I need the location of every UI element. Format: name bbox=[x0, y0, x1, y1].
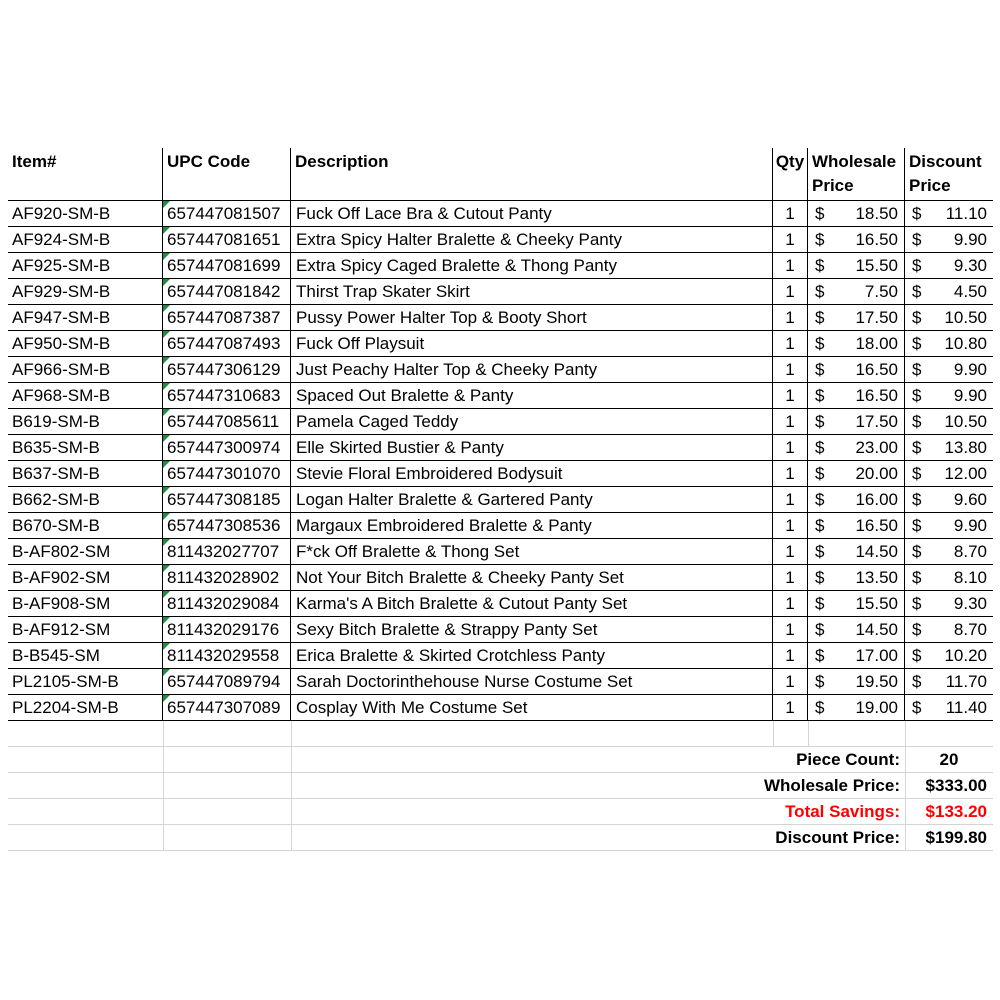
wholesale-price-cell[interactable] bbox=[808, 435, 905, 460]
currency-symbol: $ bbox=[815, 620, 825, 639]
wholesale-price-cell[interactable] bbox=[808, 201, 905, 226]
wholesale-price-cell[interactable] bbox=[808, 487, 905, 512]
table-row bbox=[8, 591, 993, 617]
wholesale-price-value: 17.00 bbox=[855, 646, 898, 665]
upc-code-value: 657447301070 bbox=[167, 464, 281, 483]
discount-price-cell[interactable] bbox=[905, 305, 993, 330]
discount-price-value: 4.50 bbox=[953, 282, 987, 301]
item-number-cell[interactable]: B635-SM-B bbox=[8, 435, 163, 460]
qty-cell[interactable]: 1 bbox=[773, 565, 808, 590]
qty-cell[interactable]: 1 bbox=[773, 461, 808, 486]
description-cell[interactable]: Extra Spicy Halter Bralette & Cheeky Panty bbox=[291, 227, 773, 252]
table-row bbox=[8, 305, 993, 331]
currency-symbol: $ bbox=[912, 646, 922, 665]
number-stored-as-text-indicator-icon bbox=[163, 435, 170, 442]
discount-price-value: 9.90 bbox=[953, 516, 987, 535]
item-number-cell[interactable]: AF925-SM-B bbox=[8, 253, 163, 278]
wholesale-price-cell[interactable] bbox=[808, 669, 905, 694]
description-cell[interactable]: Spaced Out Bralette & Panty bbox=[291, 383, 773, 408]
table-row bbox=[8, 565, 993, 591]
wholesale-price-value: 14.50 bbox=[855, 542, 898, 561]
item-number-cell[interactable]: B637-SM-B bbox=[8, 461, 163, 486]
discount-price-cell[interactable] bbox=[905, 357, 993, 382]
currency-symbol: $ bbox=[912, 438, 922, 457]
discount-price-cell[interactable] bbox=[905, 383, 993, 408]
header-qty[interactable]: Qty bbox=[773, 148, 808, 200]
currency-symbol: $ bbox=[912, 308, 922, 327]
description-cell[interactable]: Sexy Bitch Bralette & Strappy Panty Set bbox=[291, 617, 773, 642]
description-cell[interactable]: Stevie Floral Embroidered Bodysuit bbox=[291, 461, 773, 486]
discount-price-value: 11.40 bbox=[945, 698, 987, 717]
currency-symbol: $ bbox=[815, 646, 825, 665]
item-number-cell[interactable]: B-AF908-SM bbox=[8, 591, 163, 616]
wholesale-price-value: 16.50 bbox=[855, 516, 898, 535]
description-cell[interactable]: Pamela Caged Teddy bbox=[291, 409, 773, 434]
header-wholesale-line2: Price bbox=[812, 176, 854, 195]
wholesale-price-value: 19.50 bbox=[855, 672, 898, 691]
discount-price-value: 11.10 bbox=[945, 204, 987, 223]
wholesale-price-cell[interactable] bbox=[808, 643, 905, 668]
discount-price-cell[interactable] bbox=[905, 539, 993, 564]
upc-code-value: 657447089794 bbox=[167, 672, 281, 691]
header-item-number[interactable]: Item# bbox=[8, 148, 163, 200]
currency-symbol: $ bbox=[815, 568, 825, 587]
currency-symbol: $ bbox=[815, 334, 825, 353]
upc-code-cell[interactable] bbox=[163, 487, 291, 512]
discount-price-value: 8.70 bbox=[953, 542, 987, 561]
description-cell[interactable]: Karma's A Bitch Bralette & Cutout Panty Set bbox=[291, 591, 773, 616]
discount-price-value: 9.30 bbox=[953, 256, 987, 275]
description-cell[interactable]: Just Peachy Halter Top & Cheeky Panty bbox=[291, 357, 773, 382]
qty-cell[interactable]: 1 bbox=[773, 513, 808, 538]
discount-price-cell[interactable] bbox=[905, 565, 993, 590]
summary-row bbox=[8, 747, 993, 773]
table-row bbox=[8, 383, 993, 409]
gridline bbox=[291, 721, 292, 851]
upc-code-value: 657447306129 bbox=[167, 360, 281, 379]
upc-code-cell[interactable] bbox=[163, 383, 291, 408]
table-body bbox=[8, 201, 993, 721]
item-number-cell[interactable]: B662-SM-B bbox=[8, 487, 163, 512]
number-stored-as-text-indicator-icon bbox=[163, 617, 170, 624]
qty-cell[interactable]: 1 bbox=[773, 695, 808, 720]
upc-code-value: 811432029558 bbox=[167, 646, 280, 665]
summary-label[interactable]: Total Savings: bbox=[785, 802, 900, 821]
qty-cell[interactable]: 1 bbox=[773, 591, 808, 616]
discount-price-cell[interactable] bbox=[905, 513, 993, 538]
qty-cell[interactable]: 1 bbox=[773, 201, 808, 226]
currency-symbol: $ bbox=[912, 230, 922, 249]
upc-code-value: 657447081651 bbox=[167, 230, 281, 249]
currency-symbol: $ bbox=[815, 464, 825, 483]
discount-price-cell[interactable] bbox=[905, 695, 993, 720]
description-cell[interactable]: Not Your Bitch Bralette & Cheeky Panty Set bbox=[291, 565, 773, 590]
wholesale-price-value: 17.50 bbox=[855, 308, 898, 327]
discount-price-value: 9.90 bbox=[953, 230, 987, 249]
table-row bbox=[8, 487, 993, 513]
table-row bbox=[8, 669, 993, 695]
upc-code-value: 811432027707 bbox=[167, 542, 280, 561]
currency-symbol: $ bbox=[815, 490, 825, 509]
wholesale-price-cell[interactable] bbox=[808, 331, 905, 356]
table-row bbox=[8, 435, 993, 461]
description-cell[interactable]: F*ck Off Bralette & Thong Set bbox=[291, 539, 773, 564]
currency-symbol: $ bbox=[912, 594, 922, 613]
wholesale-price-value: 13.50 bbox=[855, 568, 898, 587]
gridline bbox=[905, 721, 906, 851]
discount-price-value: 9.30 bbox=[953, 594, 987, 613]
upc-code-value: 657447310683 bbox=[167, 386, 281, 405]
summary-label[interactable]: Wholesale Price: bbox=[763, 776, 900, 795]
qty-cell[interactable]: 1 bbox=[773, 487, 808, 512]
currency-symbol: $ bbox=[912, 386, 922, 405]
item-number-cell[interactable]: B670-SM-B bbox=[8, 513, 163, 538]
discount-price-cell[interactable] bbox=[905, 201, 993, 226]
discount-price-cell[interactable] bbox=[905, 279, 993, 304]
description-cell[interactable]: Extra Spicy Caged Bralette & Thong Panty bbox=[291, 253, 773, 278]
currency-symbol: $ bbox=[912, 698, 922, 717]
item-number-cell[interactable]: AF920-SM-B bbox=[8, 201, 163, 226]
upc-code-cell[interactable] bbox=[163, 695, 291, 720]
number-stored-as-text-indicator-icon bbox=[163, 513, 170, 520]
upc-code-cell[interactable] bbox=[163, 617, 291, 642]
upc-code-value: 811432028902 bbox=[167, 568, 280, 587]
item-number-cell[interactable]: PL2105-SM-B bbox=[8, 669, 163, 694]
currency-symbol: $ bbox=[815, 698, 825, 717]
discount-price-value: 10.50 bbox=[944, 308, 987, 327]
gridline bbox=[8, 850, 993, 851]
item-number-cell[interactable]: PL2204-SM-B bbox=[8, 695, 163, 720]
wholesale-price-cell[interactable] bbox=[808, 383, 905, 408]
description-cell[interactable]: Fuck Off Lace Bra & Cutout Panty bbox=[291, 201, 773, 226]
summary-label[interactable]: Discount Price: bbox=[775, 828, 900, 847]
number-stored-as-text-indicator-icon bbox=[163, 305, 170, 312]
upc-code-value: 657447085611 bbox=[167, 412, 280, 431]
item-number-cell[interactable]: AF947-SM-B bbox=[8, 305, 163, 330]
currency-symbol: $ bbox=[815, 282, 825, 301]
number-stored-as-text-indicator-icon bbox=[163, 539, 170, 546]
upc-code-cell[interactable] bbox=[163, 435, 291, 460]
wholesale-price-value: 7.50 bbox=[864, 282, 898, 301]
number-stored-as-text-indicator-icon bbox=[163, 279, 170, 286]
wholesale-price-cell[interactable] bbox=[808, 695, 905, 720]
wholesale-price-cell[interactable] bbox=[808, 591, 905, 616]
item-number-cell[interactable]: B-AF912-SM bbox=[8, 617, 163, 642]
upc-code-cell[interactable] bbox=[163, 461, 291, 486]
qty-cell[interactable]: 1 bbox=[773, 643, 808, 668]
table-row bbox=[8, 331, 993, 357]
qty-cell[interactable]: 1 bbox=[773, 539, 808, 564]
table-row bbox=[8, 201, 993, 227]
upc-code-value: 657447308536 bbox=[167, 516, 281, 535]
number-stored-as-text-indicator-icon bbox=[163, 227, 170, 234]
header-description[interactable]: Description bbox=[291, 148, 773, 200]
qty-cell[interactable]: 1 bbox=[773, 435, 808, 460]
discount-price-value: 10.50 bbox=[944, 412, 987, 431]
currency-symbol: $ bbox=[912, 256, 922, 275]
upc-code-cell[interactable] bbox=[163, 253, 291, 278]
number-stored-as-text-indicator-icon bbox=[163, 643, 170, 650]
summary-value[interactable]: $199.80 bbox=[925, 828, 987, 847]
upc-code-cell[interactable] bbox=[163, 513, 291, 538]
discount-price-cell[interactable] bbox=[905, 435, 993, 460]
currency-symbol: $ bbox=[815, 672, 825, 691]
item-number-cell[interactable]: AF966-SM-B bbox=[8, 357, 163, 382]
header-wholesale-line1: Wholesale bbox=[812, 152, 897, 171]
number-stored-as-text-indicator-icon bbox=[163, 695, 170, 702]
wholesale-price-value: 17.50 bbox=[855, 412, 898, 431]
wholesale-price-value: 20.00 bbox=[855, 464, 898, 483]
number-stored-as-text-indicator-icon bbox=[163, 409, 170, 416]
qty-cell[interactable]: 1 bbox=[773, 331, 808, 356]
table-row bbox=[8, 227, 993, 253]
wholesale-price-cell[interactable] bbox=[808, 409, 905, 434]
number-stored-as-text-indicator-icon bbox=[163, 461, 170, 468]
description-cell[interactable]: Logan Halter Bralette & Gartered Panty bbox=[291, 487, 773, 512]
gridline bbox=[8, 772, 993, 773]
table-row bbox=[8, 253, 993, 279]
upc-code-cell[interactable] bbox=[163, 357, 291, 382]
upc-code-cell[interactable] bbox=[163, 279, 291, 304]
item-number-cell[interactable]: B-AF902-SM bbox=[8, 565, 163, 590]
wholesale-price-value: 18.50 bbox=[855, 204, 898, 223]
discount-price-value: 10.20 bbox=[944, 646, 987, 665]
wholesale-price-value: 14.50 bbox=[855, 620, 898, 639]
currency-symbol: $ bbox=[815, 542, 825, 561]
wholesale-price-value: 15.50 bbox=[855, 594, 898, 613]
currency-symbol: $ bbox=[912, 490, 922, 509]
description-cell[interactable]: Sarah Doctorinthehouse Nurse Costume Set bbox=[291, 669, 773, 694]
description-cell[interactable]: Erica Bralette & Skirted Crotchless Panty bbox=[291, 643, 773, 668]
table-row bbox=[8, 617, 993, 643]
number-stored-as-text-indicator-icon bbox=[163, 201, 170, 208]
table-row bbox=[8, 279, 993, 305]
discount-price-value: 11.70 bbox=[945, 672, 987, 691]
table-row bbox=[8, 357, 993, 383]
description-cell[interactable]: Elle Skirted Bustier & Panty bbox=[291, 435, 773, 460]
number-stored-as-text-indicator-icon bbox=[163, 357, 170, 364]
currency-symbol: $ bbox=[815, 386, 825, 405]
upc-code-value: 811432029176 bbox=[167, 620, 280, 639]
number-stored-as-text-indicator-icon bbox=[163, 487, 170, 494]
wholesale-price-cell[interactable] bbox=[808, 253, 905, 278]
discount-price-cell[interactable] bbox=[905, 253, 993, 278]
wholesale-price-cell[interactable] bbox=[808, 617, 905, 642]
number-stored-as-text-indicator-icon bbox=[163, 331, 170, 338]
description-cell[interactable]: Thirst Trap Skater Skirt bbox=[291, 279, 773, 304]
summary-value[interactable]: $133.20 bbox=[925, 802, 987, 821]
currency-symbol: $ bbox=[815, 412, 825, 431]
discount-price-value: 12.00 bbox=[944, 464, 987, 483]
table-row bbox=[8, 409, 993, 435]
item-number-cell[interactable]: AF968-SM-B bbox=[8, 383, 163, 408]
table-row bbox=[8, 695, 993, 721]
discount-price-cell[interactable] bbox=[905, 409, 993, 434]
currency-symbol: $ bbox=[815, 360, 825, 379]
currency-symbol: $ bbox=[912, 620, 922, 639]
qty-cell[interactable]: 1 bbox=[773, 305, 808, 330]
upc-code-value: 657447300974 bbox=[167, 438, 281, 457]
upc-code-cell[interactable] bbox=[163, 305, 291, 330]
wholesale-price-cell[interactable] bbox=[808, 565, 905, 590]
summary-row bbox=[8, 773, 993, 799]
wholesale-price-value: 23.00 bbox=[855, 438, 898, 457]
description-cell[interactable]: Margaux Embroidered Bralette & Panty bbox=[291, 513, 773, 538]
currency-symbol: $ bbox=[912, 204, 922, 223]
qty-cell[interactable]: 1 bbox=[773, 279, 808, 304]
wholesale-price-value: 15.50 bbox=[855, 256, 898, 275]
description-cell[interactable]: Pussy Power Halter Top & Booty Short bbox=[291, 305, 773, 330]
discount-price-value: 10.80 bbox=[944, 334, 987, 353]
summary-value[interactable]: $333.00 bbox=[925, 776, 987, 795]
item-number-cell[interactable]: B619-SM-B bbox=[8, 409, 163, 434]
table-row bbox=[8, 539, 993, 565]
discount-price-cell[interactable] bbox=[905, 461, 993, 486]
discount-price-cell[interactable] bbox=[905, 617, 993, 642]
discount-price-value: 8.10 bbox=[953, 568, 987, 587]
wholesale-price-cell[interactable] bbox=[808, 305, 905, 330]
item-number-cell[interactable]: AF924-SM-B bbox=[8, 227, 163, 252]
qty-cell[interactable]: 1 bbox=[773, 227, 808, 252]
currency-symbol: $ bbox=[815, 594, 825, 613]
number-stored-as-text-indicator-icon bbox=[163, 565, 170, 572]
summary-row bbox=[8, 825, 993, 851]
item-number-cell[interactable]: AF929-SM-B bbox=[8, 279, 163, 304]
upc-code-cell[interactable] bbox=[163, 201, 291, 226]
discount-price-cell[interactable] bbox=[905, 227, 993, 252]
upc-code-cell[interactable] bbox=[163, 227, 291, 252]
table-row bbox=[8, 643, 993, 669]
upc-code-cell[interactable] bbox=[163, 591, 291, 616]
currency-symbol: $ bbox=[912, 568, 922, 587]
currency-symbol: $ bbox=[912, 516, 922, 535]
wholesale-price-value: 18.00 bbox=[855, 334, 898, 353]
currency-symbol: $ bbox=[815, 230, 825, 249]
gridline bbox=[163, 721, 164, 851]
currency-symbol: $ bbox=[912, 360, 922, 379]
wholesale-price-cell[interactable] bbox=[808, 279, 905, 304]
table-row bbox=[8, 461, 993, 487]
wholesale-price-value: 16.50 bbox=[855, 230, 898, 249]
discount-price-cell[interactable] bbox=[905, 331, 993, 356]
item-number-cell[interactable]: B-B545-SM bbox=[8, 643, 163, 668]
currency-symbol: $ bbox=[815, 308, 825, 327]
currency-symbol: $ bbox=[815, 516, 825, 535]
currency-symbol: $ bbox=[912, 412, 922, 431]
header-upc-code[interactable]: UPC Code bbox=[163, 148, 291, 200]
header-wholesale-price[interactable] bbox=[808, 148, 905, 200]
upc-code-cell[interactable] bbox=[163, 565, 291, 590]
currency-symbol: $ bbox=[912, 282, 922, 301]
currency-symbol: $ bbox=[912, 464, 922, 483]
header-discount-price[interactable] bbox=[905, 148, 993, 200]
summary-value[interactable]: 20 bbox=[939, 750, 959, 769]
gridline bbox=[8, 824, 993, 825]
table-header-row bbox=[8, 148, 993, 201]
qty-cell[interactable]: 1 bbox=[773, 617, 808, 642]
upc-code-cell[interactable] bbox=[163, 669, 291, 694]
currency-symbol: $ bbox=[912, 672, 922, 691]
description-cell[interactable]: Fuck Off Playsuit bbox=[291, 331, 773, 356]
wholesale-price-cell[interactable] bbox=[808, 357, 905, 382]
discount-price-value: 13.80 bbox=[944, 438, 987, 457]
table-row bbox=[8, 513, 993, 539]
qty-cell[interactable]: 1 bbox=[773, 409, 808, 434]
upc-code-value: 811432029084 bbox=[167, 594, 280, 613]
upc-code-value: 657447308185 bbox=[167, 490, 281, 509]
summary-label[interactable]: Piece Count: bbox=[796, 750, 900, 769]
discount-price-cell[interactable] bbox=[905, 669, 993, 694]
summary-row bbox=[8, 799, 993, 825]
discount-price-cell[interactable] bbox=[905, 643, 993, 668]
gridline bbox=[808, 721, 809, 747]
qty-cell[interactable]: 1 bbox=[773, 383, 808, 408]
upc-code-cell[interactable] bbox=[163, 409, 291, 434]
number-stored-as-text-indicator-icon bbox=[163, 591, 170, 598]
wholesale-price-cell[interactable] bbox=[808, 513, 905, 538]
gridline bbox=[8, 746, 993, 747]
discount-price-cell[interactable] bbox=[905, 591, 993, 616]
discount-price-cell[interactable] bbox=[905, 487, 993, 512]
description-cell[interactable]: Cosplay With Me Costume Set bbox=[291, 695, 773, 720]
wholesale-price-cell[interactable] bbox=[808, 227, 905, 252]
wholesale-price-value: 16.50 bbox=[855, 360, 898, 379]
upc-code-cell[interactable] bbox=[163, 643, 291, 668]
discount-price-value: 8.70 bbox=[953, 620, 987, 639]
qty-cell[interactable]: 1 bbox=[773, 669, 808, 694]
wholesale-price-value: 16.50 bbox=[855, 386, 898, 405]
discount-price-value: 9.90 bbox=[953, 386, 987, 405]
discount-price-value: 9.90 bbox=[953, 360, 987, 379]
upc-code-value: 657447087493 bbox=[167, 334, 281, 353]
currency-symbol: $ bbox=[815, 256, 825, 275]
wholesale-price-cell[interactable] bbox=[808, 461, 905, 486]
number-stored-as-text-indicator-icon bbox=[163, 253, 170, 260]
upc-code-value: 657447307089 bbox=[167, 698, 281, 717]
currency-symbol: $ bbox=[815, 204, 825, 223]
currency-symbol: $ bbox=[815, 438, 825, 457]
header-discount-line1: Discount bbox=[909, 152, 982, 171]
number-stored-as-text-indicator-icon bbox=[163, 383, 170, 390]
price-list-table bbox=[8, 148, 993, 721]
item-number-cell[interactable]: B-AF802-SM bbox=[8, 539, 163, 564]
upc-code-value: 657447081842 bbox=[167, 282, 281, 301]
wholesale-price-value: 19.00 bbox=[855, 698, 898, 717]
upc-code-value: 657447081507 bbox=[167, 204, 281, 223]
qty-cell[interactable]: 1 bbox=[773, 357, 808, 382]
upc-code-cell[interactable] bbox=[163, 331, 291, 356]
item-number-cell[interactable]: AF950-SM-B bbox=[8, 331, 163, 356]
discount-price-value: 9.60 bbox=[953, 490, 987, 509]
currency-symbol: $ bbox=[912, 334, 922, 353]
header-discount-line2: Price bbox=[909, 176, 951, 195]
upc-code-value: 657447081699 bbox=[167, 256, 281, 275]
upc-code-value: 657447087387 bbox=[167, 308, 281, 327]
wholesale-price-cell[interactable] bbox=[808, 539, 905, 564]
gridline bbox=[773, 721, 774, 747]
upc-code-cell[interactable] bbox=[163, 539, 291, 564]
currency-symbol: $ bbox=[912, 542, 922, 561]
qty-cell[interactable]: 1 bbox=[773, 253, 808, 278]
number-stored-as-text-indicator-icon bbox=[163, 669, 170, 676]
gridline bbox=[8, 798, 993, 799]
wholesale-price-value: 16.00 bbox=[855, 490, 898, 509]
